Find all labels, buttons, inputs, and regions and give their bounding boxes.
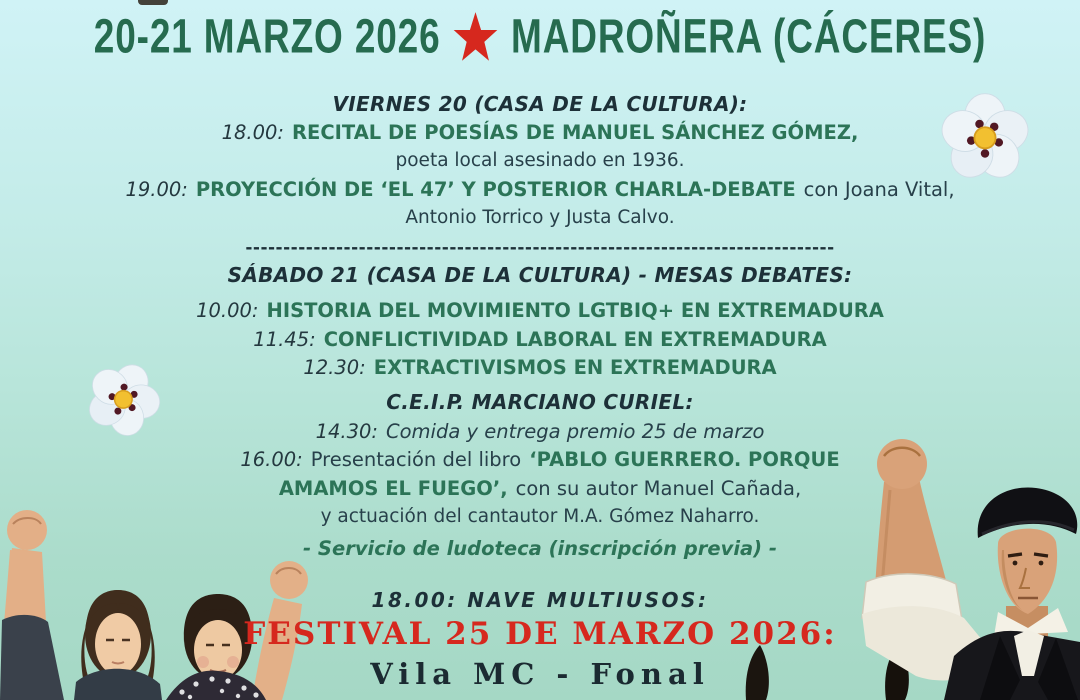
festival-lineup: Vila MC - Fonal xyxy=(370,657,710,691)
event-line xyxy=(0,299,1080,322)
section-heading-viernes: VIERNES 20 (CASA DE LA CULTURA): xyxy=(332,92,748,116)
event-line xyxy=(0,448,1080,471)
event-time: 16.00: xyxy=(240,448,303,471)
festival-title: FESTIVAL 25 DE MARZO 2026: xyxy=(243,616,837,652)
cropped-text-artifact xyxy=(138,0,168,5)
event-line xyxy=(0,477,1080,500)
event-title: Comida y entrega premio 25 de marzo xyxy=(385,420,765,443)
event-guests-cont: Antonio Torrico y Justa Calvo. xyxy=(405,207,675,228)
ludoteca-note: - Servicio de ludoteca (inscripción previa) - xyxy=(303,537,777,560)
title-location: MADROÑERA (CÁCERES) xyxy=(511,9,987,64)
title-dates: 20-21 MARZO 2026 xyxy=(93,9,441,64)
event-intro: Presentación del libro xyxy=(310,448,522,471)
event-time: 18.00: xyxy=(221,121,284,144)
event-title: HISTORIA DEL MOVIMIENTO LGTBIQ+ EN EXTREMADURA xyxy=(266,299,884,322)
event-subtext: poeta local asesinado en 1936. xyxy=(395,150,685,171)
event-title: PROYECCIÓN DE ‘EL 47’ Y POSTERIOR CHARLA-DEBATE xyxy=(195,178,796,201)
event-title: EXTRACTIVISMOS EN EXTREMADURA xyxy=(373,356,777,379)
poster-title xyxy=(76,10,1005,64)
event-line xyxy=(0,420,1080,443)
event-time: 12.30: xyxy=(303,356,366,379)
event-line xyxy=(0,356,1080,379)
event-title: RECITAL DE POESÍAS DE MANUEL SÁNCHEZ GÓMEZ, xyxy=(292,121,859,144)
event-performer: y actuación del cantautor M.A. Gómez Naharro. xyxy=(320,506,760,527)
event-time: 19.00: xyxy=(125,178,188,201)
event-line xyxy=(0,328,1080,351)
event-line xyxy=(0,178,1080,201)
book-title-line1: ‘PABLO GUERRERO. PORQUE xyxy=(529,448,840,471)
event-author: con su autor Manuel Cañada, xyxy=(515,477,802,500)
event-time: 11.45: xyxy=(253,328,316,351)
event-title: CONFLICTIVIDAD LABORAL EN EXTREMADURA xyxy=(323,328,827,351)
event-guests: con Joana Vital, xyxy=(803,178,955,201)
book-title-line2: AMAMOS EL FUEGO’, xyxy=(278,477,508,500)
star-icon xyxy=(453,10,499,64)
section-heading-sabado: SÁBADO 21 (CASA DE LA CULTURA) - MESAS DEBATES: xyxy=(227,263,853,287)
event-time: 14.30: xyxy=(315,420,378,443)
event-time: 10.00: xyxy=(196,299,259,322)
event-line xyxy=(0,121,1080,144)
dashed-separator: ------------------------------------------------------------------------------ xyxy=(245,238,835,258)
section-heading-nave: 18.00: NAVE MULTIUSOS: xyxy=(371,588,709,612)
section-heading-ceip: C.E.I.P. MARCIANO CURIEL: xyxy=(386,390,694,414)
